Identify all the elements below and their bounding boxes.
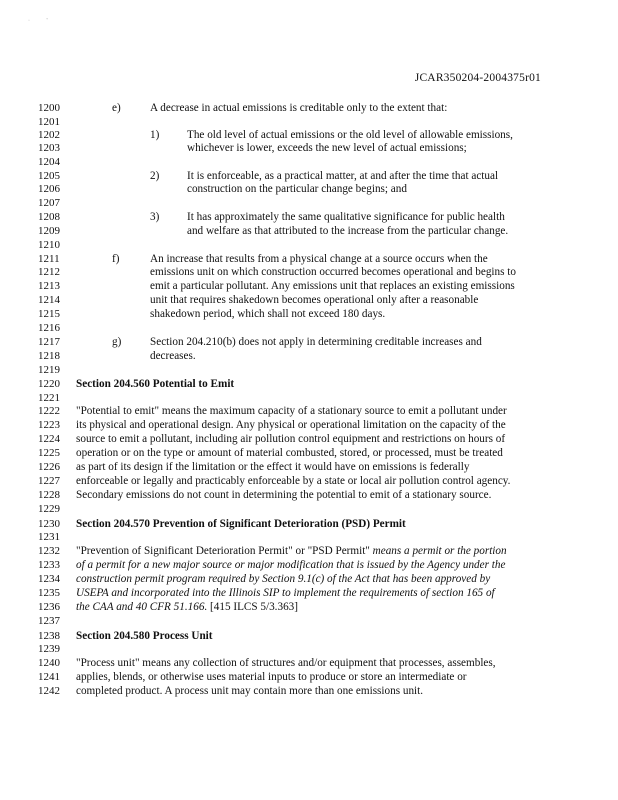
line-number: 1211 — [38, 253, 60, 265]
section-570-heading: Section 204.570 Prevention of Significant Deterioration (PSD) Permit — [76, 518, 406, 530]
section-570-line-5: the CAA and 40 CFR 51.166. [415 ILCS 5/3.363] — [76, 601, 298, 613]
section-570-line-2: of a permit for a new major source or major modification that is issued by the Agency under the — [76, 559, 506, 571]
section-570-line-4: USEPA and incorporated into the Illinois SIP to implement the requirements of section 165 of — [76, 587, 495, 599]
line-number: 1229 — [38, 503, 60, 515]
line-number: 1241 — [38, 671, 60, 683]
line-number: 1202 — [38, 129, 60, 141]
line-number: 1200 — [38, 102, 60, 114]
line-number: 1201 — [38, 116, 60, 128]
item-3-line-1: It has approximately the same qualitative significance for public health — [187, 211, 505, 223]
item-2-label: 2) — [150, 170, 160, 182]
section-560-line-6: enforceable or legally and practicably enforceable by a state or local air pollution control agency. — [76, 475, 511, 487]
section-570-line-3: construction permit program required by Section 9.1(c) of the Act that has been approved by — [76, 573, 491, 585]
item-2-line-1: It is enforceable, as a practical matter, at and after the time that actual — [187, 170, 499, 182]
subsection-f-line-2: emissions unit on which construction occurred becomes operational and begins to — [150, 266, 516, 278]
line-number: 1213 — [38, 280, 60, 292]
line-number: 1203 — [38, 142, 60, 154]
subsection-f-line-3: emit a particular pollutant. Any emissions unit that replaces an existing emissions — [150, 280, 515, 292]
line-number: 1225 — [38, 447, 60, 459]
section-580-line-1: "Process unit" means any collection of structures and/or equipment that processes, assembles, — [76, 657, 496, 669]
line-number: 1217 — [38, 336, 60, 348]
line-number: 1235 — [38, 587, 60, 599]
subsection-f-line-1: An increase that results from a physical change at a source occurs when the — [150, 253, 488, 265]
line-number: 1219 — [38, 364, 60, 376]
section-560-line-1: "Potential to emit" means the maximum capacity of a stationary source to emit a pollutant under — [76, 405, 507, 417]
line-number: 1231 — [38, 531, 60, 543]
line-number: 1223 — [38, 419, 60, 431]
subsection-g-label: g) — [112, 336, 122, 348]
item-1-line-2: whichever is lower, exceeds the new level of actual emissions; — [187, 142, 467, 154]
line-number: 1224 — [38, 433, 60, 445]
line-number: 1226 — [38, 461, 60, 473]
line-number: 1237 — [38, 615, 60, 627]
item-1-label: 1) — [150, 129, 160, 141]
line-number: 1204 — [38, 156, 60, 168]
subsection-g-line-1: Section 204.210(b) does not apply in determining creditable increases and — [150, 336, 482, 348]
scan-specks: · ' — [28, 18, 48, 24]
line-number: 1236 — [38, 601, 60, 613]
section-560-line-5: as part of its design if the limitation or the effect it would have on emissions is federally — [76, 461, 470, 473]
line-number: 1232 — [38, 545, 60, 557]
section-560-line-7: Secondary emissions do not count in determining the potential to emit of a stationary source. — [76, 489, 492, 501]
subsection-f-line-5: shakedown period, which shall not exceed 180 days. — [150, 308, 386, 320]
line-number: 1208 — [38, 211, 60, 223]
section-580-heading: Section 204.580 Process Unit — [76, 630, 213, 642]
subsection-e-intro: A decrease in actual emissions is creditable only to the extent that: — [150, 102, 448, 114]
line-number: 1233 — [38, 559, 60, 571]
line-number: 1239 — [38, 643, 60, 655]
line-number: 1228 — [38, 489, 60, 501]
line-number: 1222 — [38, 405, 60, 417]
line-number: 1209 — [38, 225, 60, 237]
item-3-line-2: and welfare as that attributed to the increase from the particular change. — [187, 225, 509, 237]
line-number: 1210 — [38, 239, 60, 251]
item-3-label: 3) — [150, 211, 160, 223]
line-number: 1230 — [38, 518, 60, 530]
section-560-line-3: source to emit a pollutant, including air pollution control equipment and restrictions on hours of — [76, 433, 506, 445]
item-1-line-1: The old level of actual emissions or the old level of allowable emissions, — [187, 129, 513, 141]
section-560-line-2: its physical and operational design. Any physical or operational limitation on the capacity of the — [76, 419, 506, 431]
line-number: 1215 — [38, 308, 60, 320]
line-number: 1238 — [38, 630, 60, 642]
section-560-line-4: operation or on the type or amount of material combusted, stored, or processed, must be treated — [76, 447, 503, 459]
line-number: 1218 — [38, 350, 60, 362]
line-number: 1207 — [38, 197, 60, 209]
section-580-line-2: applies, blends, or otherwise uses material inputs to produce or store an intermediate or — [76, 671, 467, 683]
subsection-f-label: f) — [112, 253, 120, 265]
subsection-g-line-2: decreases. — [150, 350, 196, 362]
section-570-line-1: "Prevention of Significant Deterioration Permit" or "PSD Permit" means a permit or the portion — [76, 545, 507, 557]
line-number: 1214 — [38, 294, 60, 306]
line-number: 1216 — [38, 322, 60, 334]
subsection-f-line-4: unit that requires shakedown becomes operational only after a reasonable — [150, 294, 479, 306]
line-number: 1234 — [38, 573, 60, 585]
subsection-e-label: e) — [112, 102, 121, 114]
line-number: 1220 — [38, 378, 60, 390]
document-id: JCAR350204-2004375r01 — [414, 72, 541, 84]
section-580-line-3: completed product. A process unit may contain more than one emissions unit. — [76, 685, 424, 697]
line-number: 1212 — [38, 266, 60, 278]
item-2-line-2: construction on the particular change begins; and — [187, 183, 407, 195]
line-number: 1240 — [38, 657, 60, 669]
line-number: 1206 — [38, 183, 60, 195]
line-number: 1221 — [38, 392, 60, 404]
section-560-heading: Section 204.560 Potential to Emit — [76, 378, 235, 390]
line-number: 1205 — [38, 170, 60, 182]
line-number: 1227 — [38, 475, 60, 487]
line-number: 1242 — [38, 685, 60, 697]
